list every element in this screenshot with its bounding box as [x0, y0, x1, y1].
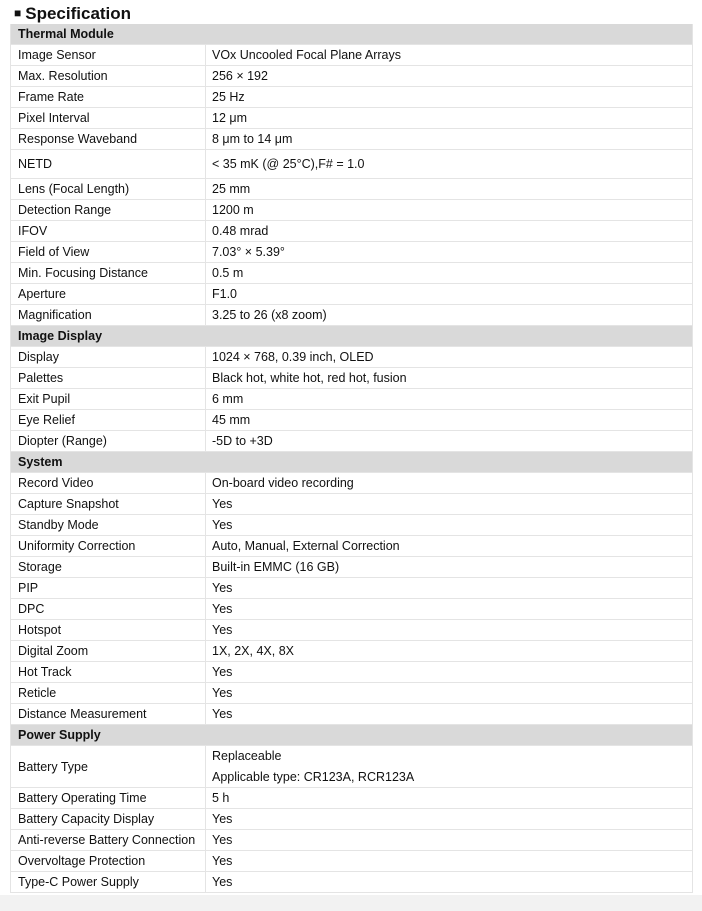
row-value: 3.25 to 26 (x8 zoom) — [212, 307, 327, 322]
section-header-power-supply: Power Supply — [11, 725, 692, 746]
table-row — [11, 641, 692, 662]
table-row — [11, 809, 692, 830]
row-value: Yes — [212, 874, 233, 889]
table-row — [11, 284, 692, 305]
table-row — [11, 599, 692, 620]
row-label: Type-C Power Supply — [11, 872, 206, 892]
row-label: Reticle — [11, 683, 206, 703]
row-label: Image Sensor — [11, 45, 206, 65]
row-value: 25 Hz — [212, 89, 245, 104]
table-row — [11, 389, 692, 410]
row-value-line-2: Applicable type: CR123A, RCR123A — [212, 769, 415, 784]
table-row — [11, 221, 692, 242]
row-value: Black hot, white hot, red hot, fusion — [212, 370, 407, 385]
table-row — [11, 557, 692, 578]
table-row — [11, 662, 692, 683]
bottom-strip — [0, 895, 702, 911]
row-value: Yes — [212, 496, 233, 511]
row-value: 8 μm to 14 μm — [212, 131, 293, 146]
row-value: VOx Uncooled Focal Plane Arrays — [212, 47, 401, 62]
row-value: Yes — [212, 706, 233, 721]
table-row — [11, 851, 692, 872]
row-value: 0.5 m — [212, 265, 244, 280]
row-label: Battery Operating Time — [11, 788, 206, 808]
row-value: 256 × 192 — [212, 68, 268, 83]
row-label: Hot Track — [11, 662, 206, 682]
row-value: 1X, 2X, 4X, 8X — [212, 643, 294, 658]
row-value: 45 mm — [212, 412, 251, 427]
row-label: IFOV — [11, 221, 206, 241]
row-value: Yes — [212, 853, 233, 868]
row-value: -5D to +3D — [212, 433, 273, 448]
section-header-thermal-module: Thermal Module — [11, 24, 692, 45]
row-label: Detection Range — [11, 200, 206, 220]
table-row — [11, 87, 692, 108]
row-label: Hotspot — [11, 620, 206, 640]
table-row — [11, 830, 692, 851]
page-title — [14, 4, 131, 24]
row-value: On-board video recording — [212, 475, 354, 490]
table-row — [11, 620, 692, 641]
row-value: 5 h — [212, 790, 230, 805]
row-label: Response Waveband — [11, 129, 206, 149]
row-label: Battery Capacity Display — [11, 809, 206, 829]
table-row — [11, 494, 692, 515]
row-label: Frame Rate — [11, 87, 206, 107]
row-label: Storage — [11, 557, 206, 577]
table-row — [11, 150, 692, 179]
table-row — [11, 578, 692, 599]
row-value: Yes — [212, 664, 233, 679]
row-value: < 35 mK (@ 25°C),F# = 1.0 — [212, 157, 365, 171]
table-row — [11, 368, 692, 389]
row-label: Anti-reverse Battery Connection — [11, 830, 206, 850]
row-label: Palettes — [11, 368, 206, 388]
row-label: Capture Snapshot — [11, 494, 206, 514]
table-row — [11, 263, 692, 284]
section-header-system: System — [11, 452, 692, 473]
row-value: Yes — [212, 811, 233, 826]
row-label: Uniformity Correction — [11, 536, 206, 556]
table-row — [11, 788, 692, 809]
table-row — [11, 129, 692, 150]
row-value-line-1: Replaceable — [212, 748, 282, 763]
row-value: Auto, Manual, External Correction — [212, 538, 400, 553]
table-row — [11, 410, 692, 431]
row-value: 0.48 mrad — [212, 223, 269, 238]
row-value: F1.0 — [212, 286, 238, 301]
table-row — [11, 683, 692, 704]
row-label: PIP — [11, 578, 206, 598]
row-label: Exit Pupil — [11, 389, 206, 409]
row-label: Eye Relief — [11, 410, 206, 430]
row-label: Diopter (Range) — [11, 431, 206, 451]
row-value — [206, 746, 692, 787]
row-value: Yes — [212, 832, 233, 847]
table-row — [11, 536, 692, 557]
table-row — [11, 746, 692, 788]
page-title-text: Specification — [25, 4, 132, 23]
row-label: Display — [11, 347, 206, 367]
table-row — [11, 200, 692, 221]
row-value: Yes — [212, 622, 233, 637]
table-row — [11, 704, 692, 725]
row-label: Min. Focusing Distance — [11, 263, 206, 283]
row-value: 7.03° × 5.39° — [212, 244, 285, 259]
row-label: Record Video — [11, 473, 206, 493]
row-label: Battery Type — [11, 746, 206, 787]
row-label: Standby Mode — [11, 515, 206, 535]
row-label: DPC — [11, 599, 206, 619]
row-value: Yes — [212, 601, 233, 616]
row-value: Yes — [212, 685, 233, 700]
row-label: Field of View — [11, 242, 206, 262]
spec-table — [10, 24, 693, 893]
table-row — [11, 872, 692, 893]
bullet-icon: ■ — [14, 6, 22, 20]
row-label: Max. Resolution — [11, 66, 206, 86]
table-row — [11, 179, 692, 200]
table-row — [11, 305, 692, 326]
row-label: Pixel Interval — [11, 108, 206, 128]
section-header-image-display: Image Display — [11, 326, 692, 347]
row-label: Overvoltage Protection — [11, 851, 206, 871]
table-row — [11, 242, 692, 263]
row-value: 1024 × 768, 0.39 inch, OLED — [212, 349, 374, 364]
row-value: 6 mm — [212, 391, 244, 406]
table-row — [11, 431, 692, 452]
row-value: Built-in EMMC (16 GB) — [212, 559, 340, 574]
row-value: Yes — [212, 517, 233, 532]
table-row — [11, 473, 692, 494]
row-value: 1200 m — [212, 202, 254, 217]
table-row — [11, 45, 692, 66]
table-row — [11, 108, 692, 129]
row-value: 12 μm — [212, 110, 247, 125]
table-row — [11, 515, 692, 536]
row-label: Distance Measurement — [11, 704, 206, 724]
row-label: NETD — [11, 150, 206, 178]
row-label: Digital Zoom — [11, 641, 206, 661]
row-value: Yes — [212, 580, 233, 595]
table-row — [11, 347, 692, 368]
row-value: 25 mm — [212, 181, 251, 196]
row-label: Magnification — [11, 305, 206, 325]
row-label: Aperture — [11, 284, 206, 304]
row-label: Lens (Focal Length) — [11, 179, 206, 199]
table-row — [11, 66, 692, 87]
